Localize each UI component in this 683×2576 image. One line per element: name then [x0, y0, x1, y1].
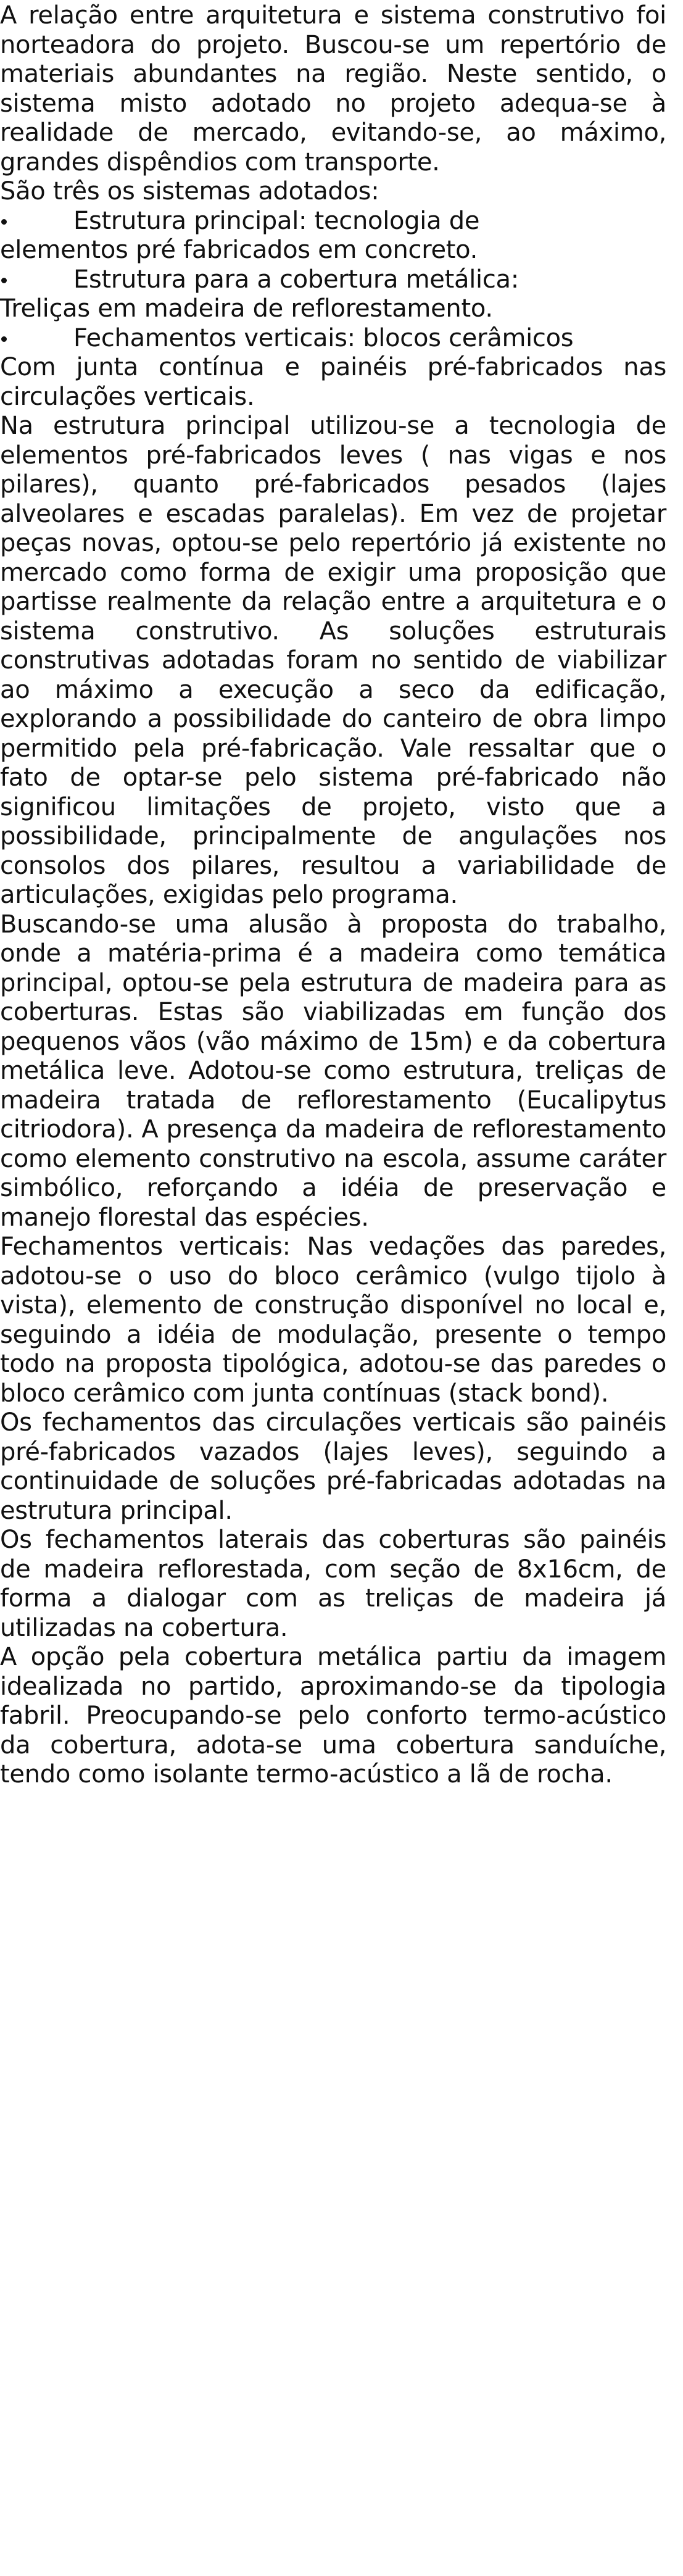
structure-paragraph: Na estrutura principal utilizou-se a tecnologia de elementos pré-fabricados leves ( nas vigas e nos pilares), quanto pré-fabricados pesados (lajes alveolares e escadas paralelas). Em vez de projetar peças novas, optou-se pelo repertório já existente no mercado como forma de exigir uma proposição que partisse realmente da relação entre a arquitetura e o sistema construtivo. As soluções estruturais construtivas adotadas foram no sentido de viabilizar ao máximo a execução a seco da edificação, explorando a possibilidade do canteiro de obra limpo permitido pela pré-fabricação. Vale ressaltar que o fato de optar-se pelo sistema pré-fabricado não significou limitações de projeto, visto que a possibilidade, principalmente de angulações nos consolos dos pilares, resultou a variabilidade de articulações, exigidas pelo programa.	[0, 412, 666, 909]
circulation-paragraph: Os fechamentos das circulações verticais são painéis pré-fabricados vazados (lajes leves), seguindo a continuidade de soluções pré-fabricadas adotadas na estrutura principal.	[0, 1408, 666, 1525]
list-item	[0, 265, 666, 324]
wood-paragraph: Buscando-se uma alusão à proposta do trabalho, onde a matéria-prima é a madeira como temática principal, optou-se pela estrutura de madeira para as coberturas. Estas são viabilizadas em função dos pequenos vãos (vão máximo de 15m) e da cobertura metálica leve. Adotou-se como estrutura, treliças de madeira tratada de reflorestamento (Eucalipytus citriodora). A presença da madeira de reflorestamento como elemento construtivo na escola, assume caráter simbólico, reforçando a idéia de preservação e manejo florestal das espécies.	[0, 910, 666, 1232]
bullet-text: Fechamentos verticais: blocos cerâmicos	[73, 323, 574, 352]
bullet-text: Estrutura principal: tecnologia de	[73, 206, 480, 235]
bullet-text: Estrutura para a cobertura metálica:	[73, 265, 519, 294]
bullet-continuation: elementos pré fabricados em concreto.	[0, 236, 478, 264]
bullet-continuation: Treliças em madeira de reflorestamento.	[0, 294, 493, 323]
list-item	[0, 324, 666, 412]
intro-paragraph: A relação entre arquitetura e sistema construtivo foi norteadora do projeto. Buscou-se um repertório de materiais abundantes na região. Neste sentido, o sistema misto adotado no projeto adequa-se à realidade de mercado, evitando-se, ao máximo, grandes dispêndios com transporte.	[0, 1, 666, 177]
bullet-icon	[1, 336, 7, 342]
list-item	[0, 207, 666, 265]
systems-list	[0, 207, 666, 412]
bullet-icon	[1, 278, 7, 283]
bullet-continuation: Com junta contínua e painéis pré-fabricados nas circulações verticais.	[0, 353, 666, 411]
bullet-icon	[1, 219, 7, 225]
lateral-paragraph: Os fechamentos laterais das coberturas são painéis de madeira reflorestada, com seção de 8x16cm, de forma a dialogar com as treliças de madeira já utilizadas na cobertura.	[0, 1526, 666, 1642]
roof-paragraph: A opção pela cobertura metálica partiu da imagem idealizada no partido, aproximando-se da tipologia fabril. Preocupando-se pelo conforto termo-acústico da cobertura, adota-se uma cobertura sanduíche, tendo como isolante termo-acústico a lã de rocha.	[0, 1643, 666, 1789]
systems-heading: São três os sistemas adotados:	[0, 177, 379, 206]
closures-paragraph: Fechamentos verticais: Nas vedações das paredes, adotou-se o uso do bloco cerâmico (vulgo tijolo à vista), elemento de construção disponível no local e, seguindo a idéia de modulação, presente o tempo todo na proposta tipológica, adotou-se das paredes o bloco cerâmico com junta contínuas (stack bond).	[0, 1232, 666, 1408]
